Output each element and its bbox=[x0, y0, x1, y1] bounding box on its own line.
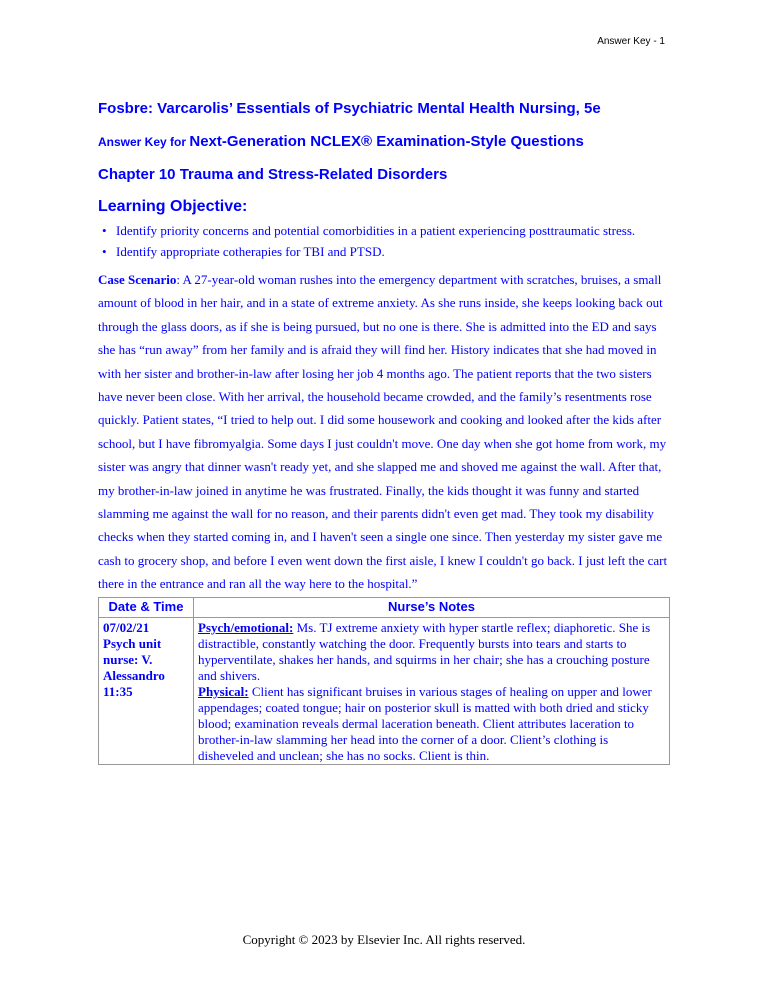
chapter-title: Chapter 10 Trauma and Stress-Related Disorders bbox=[98, 166, 448, 183]
physical-note-cell bbox=[194, 684, 670, 765]
subtitle-prefix: Answer Key for bbox=[98, 135, 190, 149]
psych-text: Ms. TJ extreme anxiety with hyper startle reflex; diaphoretic. She is distractible, constantly watching the door. Frequently bursts into tears and starts to hyperventilate, shakes her hands, and squirms in her chair; she has a crouching posture and shivers. bbox=[198, 619, 651, 683]
nurses-notes-header: Nurse’s Notes bbox=[194, 597, 670, 617]
book-title: Fosbre: Varcarolis’ Essentials of Psychiatric Mental Health Nursing, 5e bbox=[98, 100, 601, 117]
objective-item: • Identify priority concerns and potential comorbidities in a patient experiencing posttraumatic stress. bbox=[116, 222, 670, 239]
psych-label: Psych/emotional: bbox=[198, 619, 294, 635]
note-nurse: Psych unit nurse: V. Alessandro bbox=[103, 635, 165, 683]
case-text: : A 27-year-old woman rushes into the emergency department with scratches, bruises, a small amount of blood in her hair, and in a state of extreme anxiety. As she runs inside, she keeps looking back out through the glass doors, as if she is being pursued, but no one is there. She is admitted into the ED and says she has “run away” from her family and is afraid they will find her. History indicates that she had moved in with her sister and brother-in-law after losing her job 4 months ago. The patient reports that the two sisters have never been close. With her arrival, the household became crowded, and the family’s resentments rose quickly. Patient states, “I tried to help out. I did some housework and cooking and looked after the kids after school, but I have fibromyalgia. Some days I just couldn't move. One day when she got home from work, my sister was angry that dinner wasn't ready yet, and she slapped me and shoved me against the wall. After that, my brother-in-law joined in anytime he was frustrated. Finally, the kids thought it was funny and started slamming me against the wall for no reason, and their parents didn't even get mad. They took my disability checks when they started coming in, and I haven't seen a single one since. Then yesterday my sister gave me cash to grocery shop, and before I even went down the first aisle, I knew I couldn't go back. I just left the cart there in the entrance and ran all the way here to the hospital.” bbox=[98, 272, 668, 592]
objective-item: • Identify appropriate cotherapies for TBI and PTSD. bbox=[116, 243, 670, 260]
note-date: 07/02/21 bbox=[103, 619, 150, 635]
physical-text: Client has significant bruises in various stages of healing on upper and lower appendages; coated tongue; hair on posterior skull is matted with both dried and sticky blood; examination reveals dermal laceration beneath. Client attributes laceration to brother-in-law slamming her head into the corner of a door. Client’s clothing is disheveled and unclean; she has no socks. Client is thin. bbox=[198, 683, 652, 763]
case-scenario bbox=[98, 268, 670, 596]
copyright-footer: Copyright © 2023 by Elsevier Inc. All rights reserved. bbox=[242, 932, 526, 947]
psych-note-cell bbox=[194, 617, 670, 684]
time-cell bbox=[99, 684, 194, 765]
learning-objective-heading: Learning Objective: bbox=[98, 198, 248, 215]
subtitle-main: Next-Generation NCLEX® Examination-Style Questions bbox=[189, 133, 584, 150]
objectives-list bbox=[98, 222, 670, 260]
table-row bbox=[99, 617, 670, 684]
nurses-notes-table bbox=[98, 597, 670, 765]
physical-label: Physical: bbox=[198, 683, 249, 699]
date-cell bbox=[99, 617, 194, 684]
date-time-header: Date & Time bbox=[99, 597, 194, 617]
page-number-label: Answer Key - 1 bbox=[597, 36, 665, 47]
document-body bbox=[98, 100, 670, 765]
note-time: 11:35 bbox=[103, 683, 133, 699]
table-row bbox=[99, 684, 670, 765]
table-header-row bbox=[99, 597, 670, 617]
answer-key-subtitle bbox=[98, 133, 670, 151]
case-label: Case Scenario bbox=[98, 272, 177, 287]
